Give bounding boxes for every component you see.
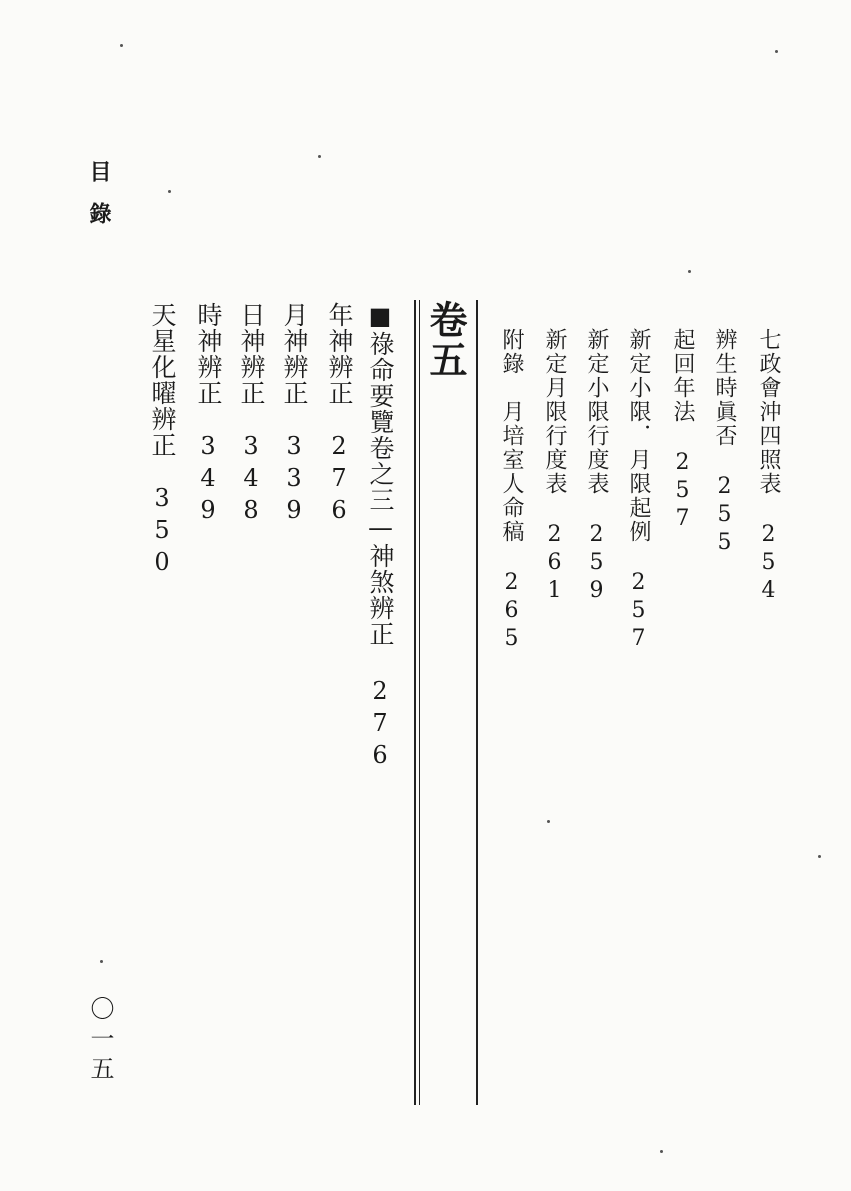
toc-entry-title: 時神辨正 [194, 302, 223, 406]
toc-entry-page: 348 [237, 432, 265, 528]
toc-entry[interactable] [713, 328, 735, 558]
toc-entry-page: 350 [148, 484, 176, 580]
toc-entry-title: 新定小限．月限起例 [626, 328, 651, 544]
square-bullet-icon: ■ [366, 302, 394, 331]
toc-entry-title: 新定月限行度表 [542, 328, 567, 496]
toc-entry[interactable] [585, 328, 607, 606]
scan-speck [818, 855, 821, 858]
toc-entry-page: 255 [712, 474, 737, 558]
section-divider [419, 300, 420, 1105]
subheading-page: 276 [366, 677, 394, 773]
toc-entry-title: 天星化曜辨正 [148, 302, 177, 458]
toc-entry[interactable] [327, 302, 352, 528]
toc-entry-page: 257 [626, 570, 651, 654]
toc-entry[interactable] [239, 302, 264, 528]
toc-entry-page: 254 [756, 522, 781, 606]
toc-entry-title: 起回年法 [670, 328, 695, 424]
section-divider [414, 300, 416, 1105]
scan-speck [547, 820, 550, 823]
section-divider [476, 300, 478, 1105]
toc-entry[interactable] [196, 302, 221, 528]
toc-entry-page: 276 [325, 432, 353, 528]
toc-entry-title: 新定小限行度表 [584, 328, 609, 496]
section-heading[interactable]: 卷五 [423, 300, 467, 380]
toc-entry-title: 年神辨正 [325, 302, 354, 406]
toc-entry-title: 七政會沖四照表 [756, 328, 781, 496]
scan-speck [775, 50, 778, 53]
toc-entry-title: 辨生時眞否 [712, 328, 737, 448]
toc-entry[interactable] [282, 302, 307, 528]
toc-entry[interactable] [543, 328, 565, 606]
toc-entry-page: 265 [499, 570, 524, 654]
scan-speck [318, 155, 321, 158]
section-subheading[interactable] [368, 302, 393, 773]
toc-entry-page: 349 [194, 432, 222, 528]
scan-speck [660, 1150, 663, 1153]
page-title: 目錄 [86, 160, 112, 244]
toc-entry[interactable] [671, 328, 693, 534]
scan-speck [120, 44, 123, 47]
toc-entry-page: 339 [280, 432, 308, 528]
page-number: 〇一五 [86, 996, 114, 1086]
toc-entry-title: 附錄 月培室人命稿 [499, 328, 524, 544]
toc-entry[interactable] [627, 328, 649, 654]
toc-entry-page: 257 [670, 450, 695, 534]
scan-speck [688, 270, 691, 273]
toc-entry[interactable] [500, 328, 522, 654]
scan-speck [168, 190, 171, 193]
toc-entry-page: 261 [542, 522, 567, 606]
toc-entry-title: 日神辨正 [237, 302, 266, 406]
toc-entry-title: 月神辨正 [280, 302, 309, 406]
subheading-title: 祿命要覽卷之三—神煞辨正 [366, 331, 395, 647]
toc-entry[interactable] [150, 302, 175, 580]
toc-entry[interactable] [757, 328, 779, 606]
scan-speck [100, 960, 103, 963]
toc-entry-page: 259 [584, 522, 609, 606]
